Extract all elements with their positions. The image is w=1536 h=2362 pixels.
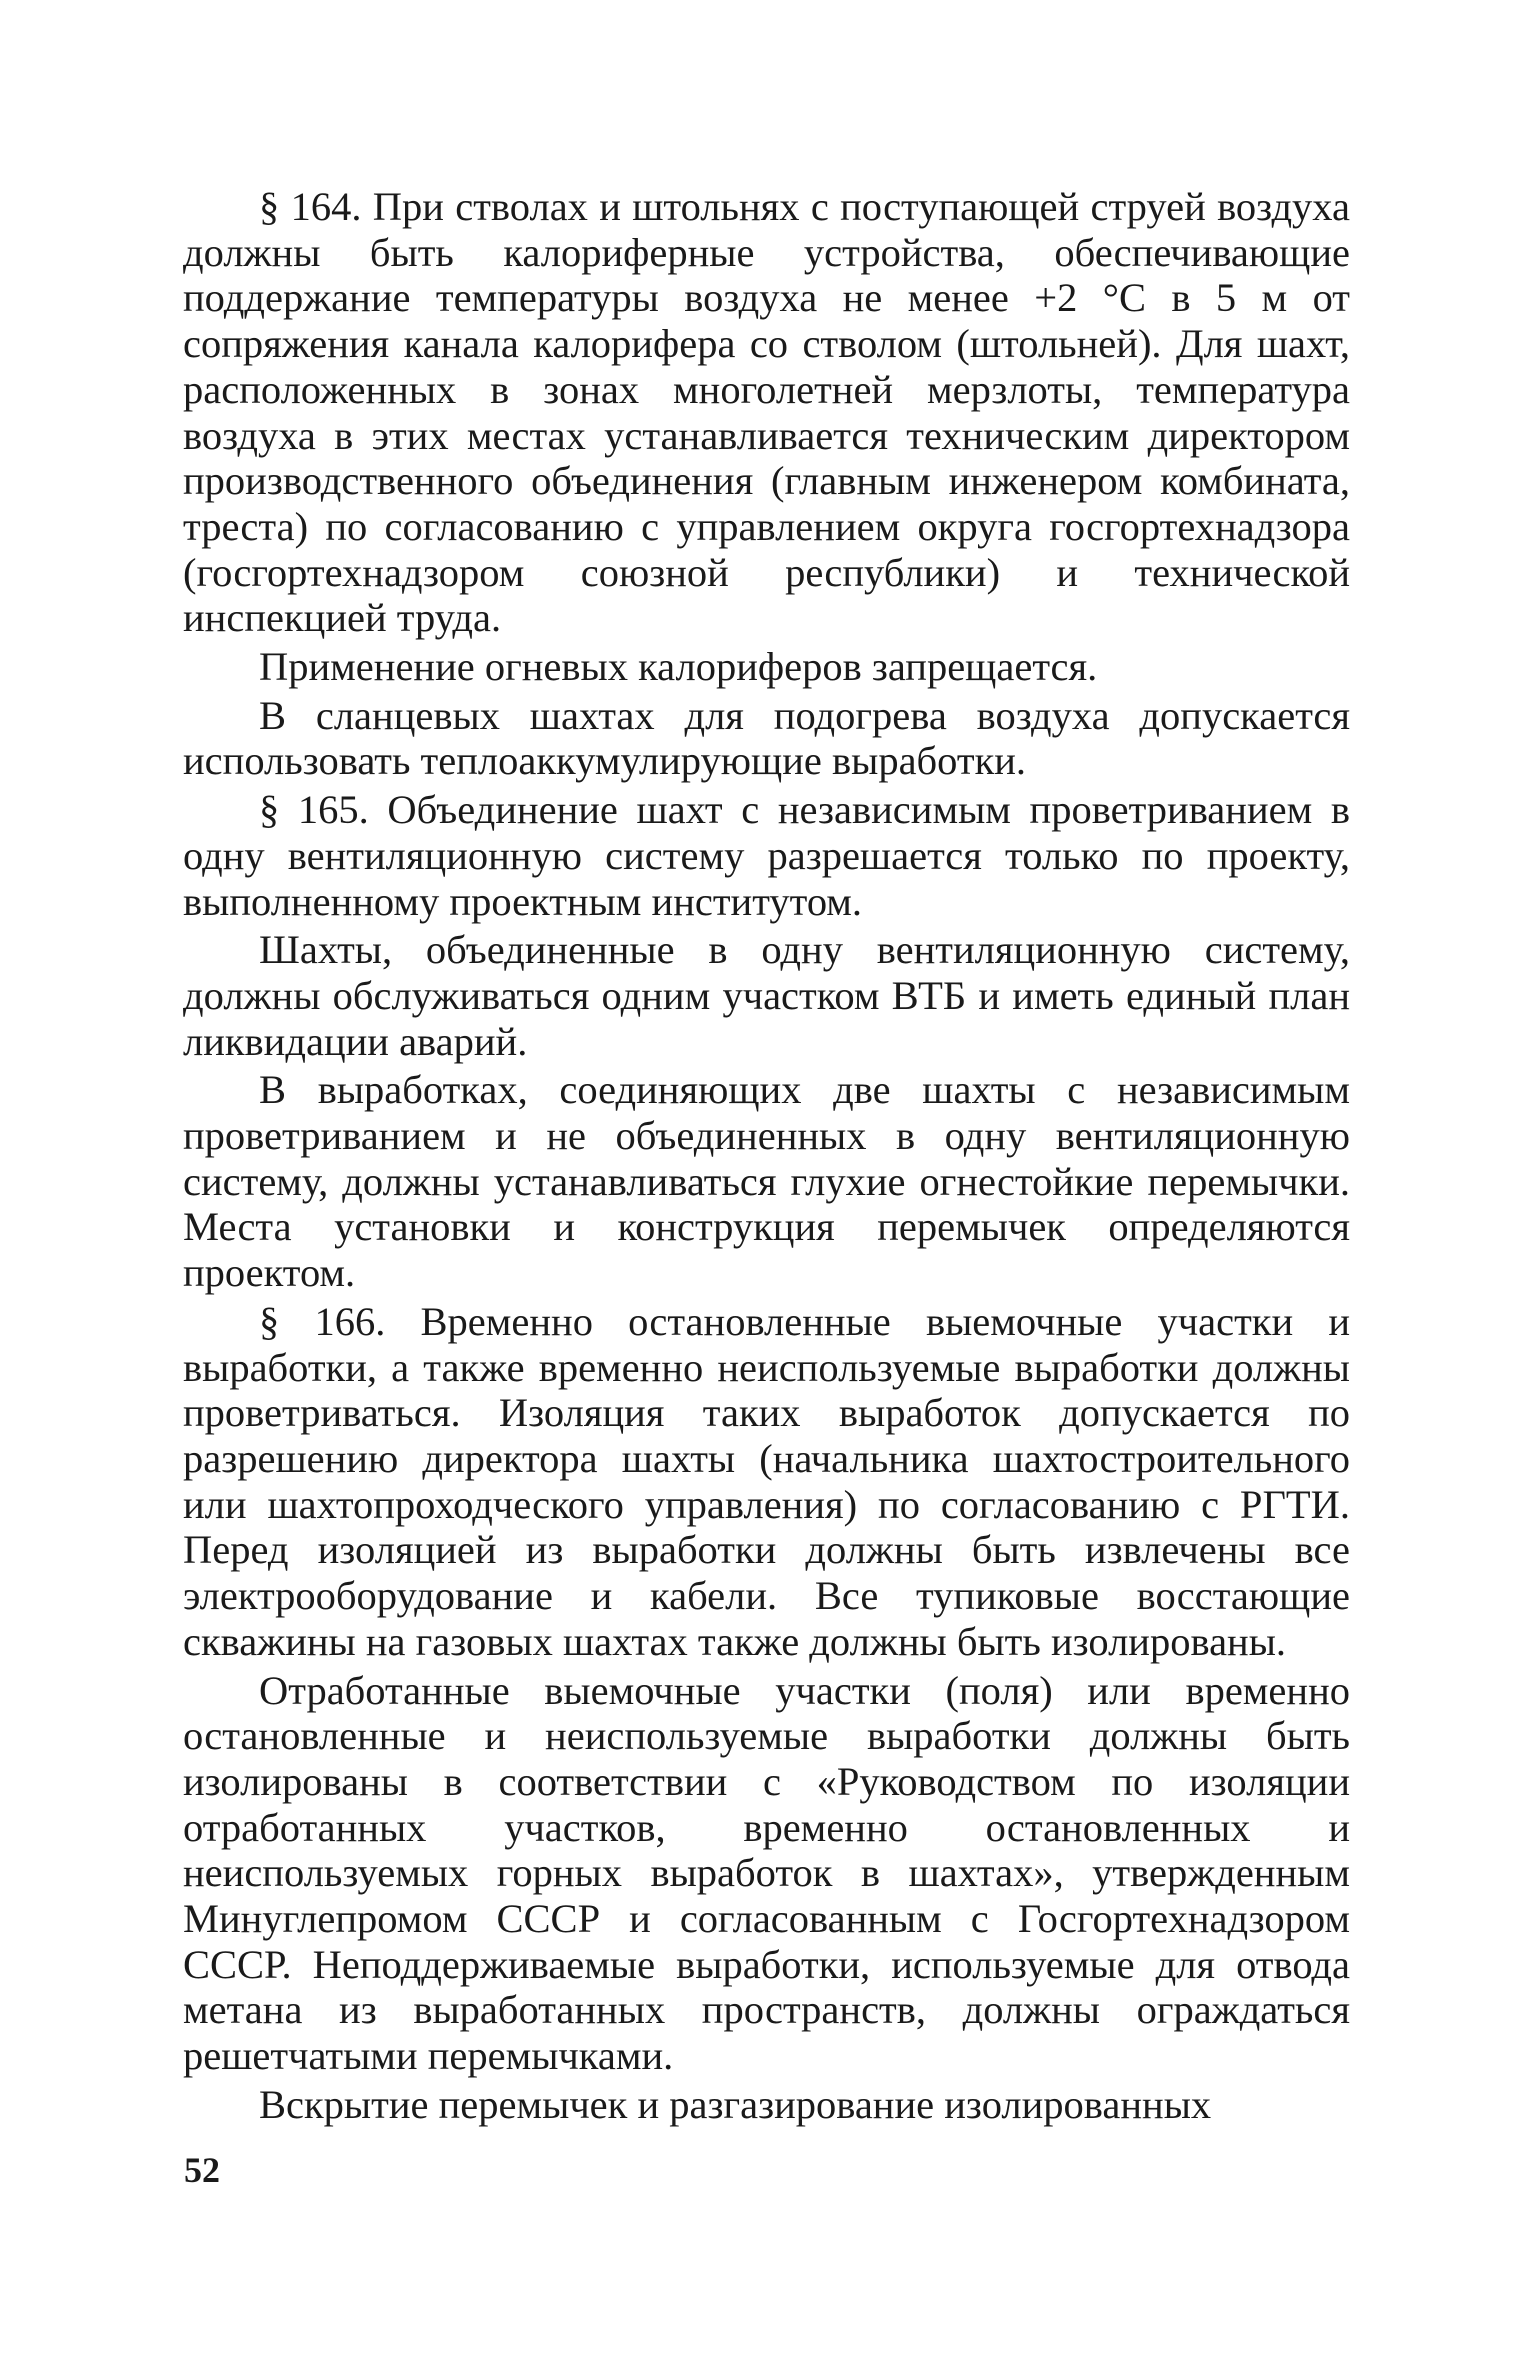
paragraph-opening-seals: Вскрытие перемычек и разгазирование изолированных [259,2081,1212,2127]
paragraph-united-mines: Шахты, объединенные в одну вентиляционную систему, должны обслуживаться одним участком ВТБ и иметь единый план ликвидации аварий. [183,927,1350,1064]
page-number: 52 [184,2150,220,2190]
paragraph-isolation-guide: Отработанные выемочные участки (поля) или временно остановленные и неиспользуемые выработки должны быть изолированы в соответствии с «Руководством по изоляции отработанных участков, временно остановленных и неиспользуемых горных выработок в шахтах», утвержденным Минуглепромом СССР и согласованным с Госгортехнадзором СССР. Неподдерживаемые выработки, используемые для отвода метана из выработанных пространств, должны ограждаться решетчатыми перемычками. [183,1667,1350,2079]
paragraph-section-164: § 164. При стволах и штольнях с поступающей струей воздуха должны быть калориферные устройства, обеспечивающие поддержание температуры воздуха не менее +2 °С в 5 м от сопряжения канала калорифера со стволом (штольней). Для шахт, расположенных в зонах многолетней мерзлоты, температура воздуха в этих местах устанавливается техническим директором производственного объединения (главным инженером комбината, треста) по согласованию с управлением округа госгортехнадзора (госгортехнадзором союзной республики) и технической инспекцией труда. [183,184,1350,641]
paragraph-fireproof-seals: В выработках, соединяющих две шахты с независимым проветриванием и не объединенных в одну вентиляционную систему, должны устанавливаться глухие огнестойкие перемычки. Места установки и конструкция перемычек определяются проектом. [183,1067,1350,1296]
paragraph-section-165: § 165. Объединение шахт с независимым проветриванием в одну вентиляционную систему разрешается только по проекту, выполненному проектным институтом. [183,787,1350,924]
paragraph-section-166: § 166. Временно остановленные выемочные участки и выработки, а также временно неиспользуемые выработки должны проветриваться. Изоляция таких выработок допускается по разрешению директора шахты (начальника шахтостроительного или шахтопроходческого управления) по согласованию с РГТИ. Перед изоляцией из выработки должны быть извлечены все электрооборудование и кабели. Все тупиковые восстающие скважины на газовых шахтах также должны быть изолированы. [183,1298,1350,1664]
paragraph-shale-mines: В сланцевых шахтах для подогрева воздуха допускается использовать теплоаккумулирующие выработки. [183,692,1350,784]
paragraph-fire-heaters: Применение огневых калориферов запрещается. [259,644,1098,690]
page-body [183,184,1350,2224]
